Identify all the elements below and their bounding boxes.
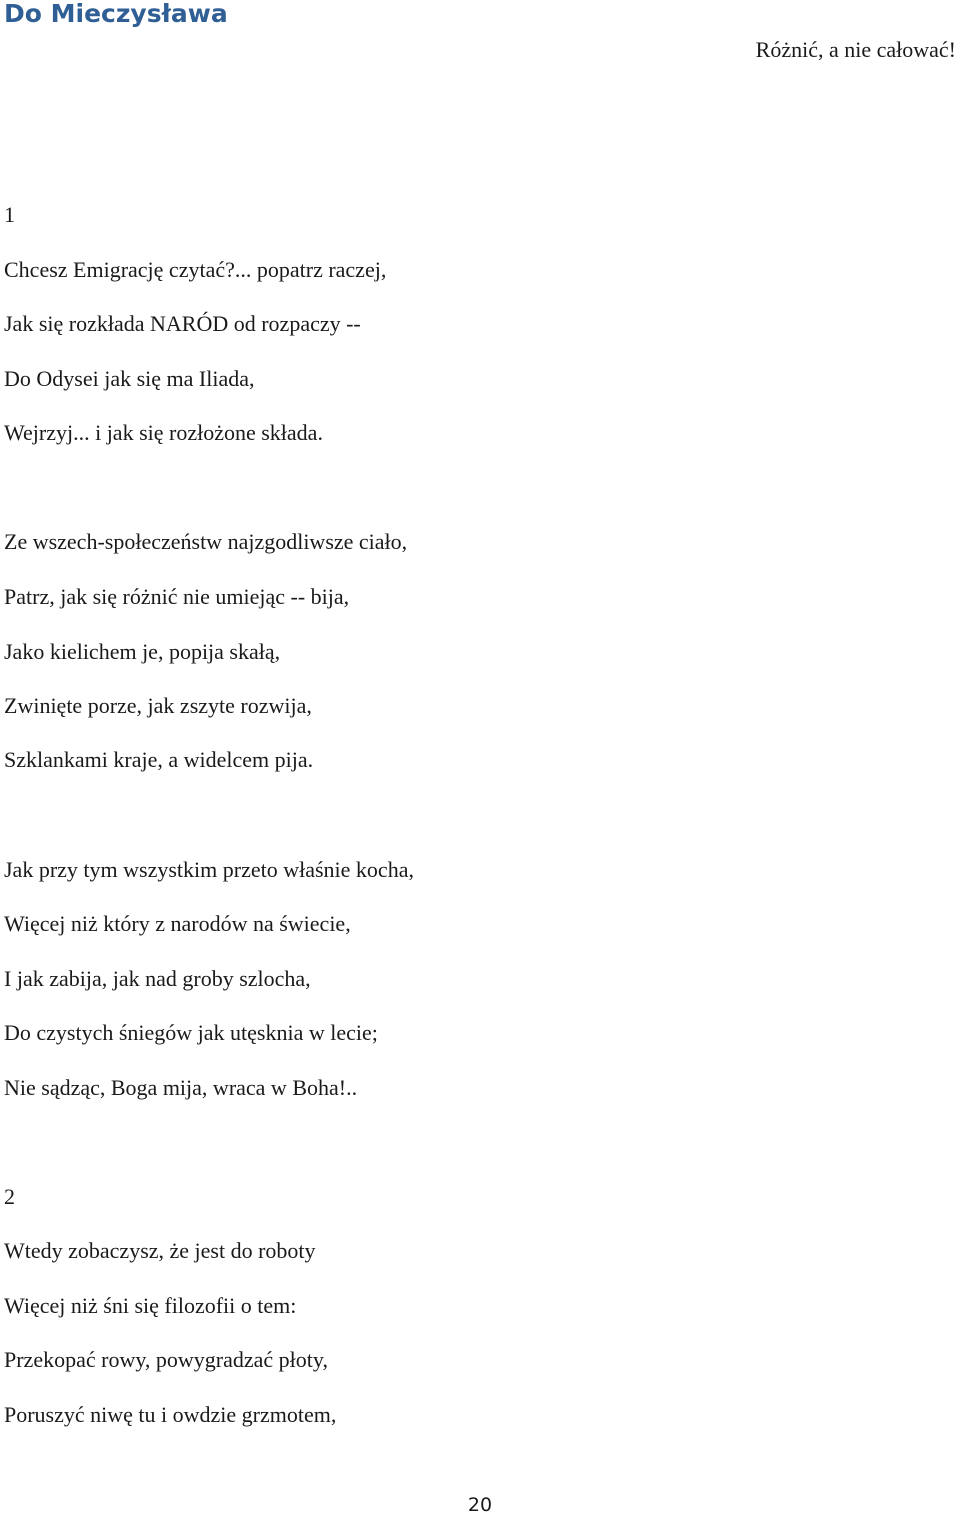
section-number: 2 [4,1184,15,1209]
verse-line: I jak zabija, jak nad groby szlocha, [4,966,311,991]
verse-line: Zwinięte porze, jak zszyte rozwija, [4,693,312,718]
verse-line: Wtedy zobaczysz, że jest do roboty [4,1238,316,1263]
verse-line: Nie sądząc, Boga mija, wraca w Boha!.. [4,1075,358,1100]
section-number: 1 [4,202,15,227]
page-title: Do Mieczysława [4,0,228,28]
verse-line: Jak się rozkłada NARÓD od rozpaczy -- [4,311,361,336]
verse-line: Więcej niż śni się filozofii o tem: [4,1293,297,1318]
verse-line: Poruszyć niwę tu i owdzie grzmotem, [4,1402,337,1427]
epigraph: Różnić, a nie całować! [755,37,956,62]
verse-line: Ze wszech-społeczeństw najzgodliwsze ciało, [4,529,408,554]
verse-line: Więcej niż który z narodów na świecie, [4,911,351,936]
verse-line: Szklankami kraje, a widelcem pija. [4,747,314,772]
verse-line: Jak przy tym wszystkim przeto właśnie kocha, [4,857,414,882]
page-number: 20 [467,1494,493,1516]
verse-line: Do Odysei jak się ma Iliada, [4,366,255,391]
verse-line: Patrz, jak się różnić nie umiejąc -- bija, [4,584,350,609]
verse-line: Chcesz Emigrację czytać?... popatrz raczej, [4,257,387,282]
verse-line: Przekopać rowy, powygradzać płoty, [4,1347,328,1372]
verse-line: Jako kielichem je, popija skałą, [4,639,281,664]
verse-line: Wejrzyj... i jak się rozłożone składa. [4,420,323,445]
verse-line: Do czystych śniegów jak utęsknia w lecie; [4,1020,378,1045]
